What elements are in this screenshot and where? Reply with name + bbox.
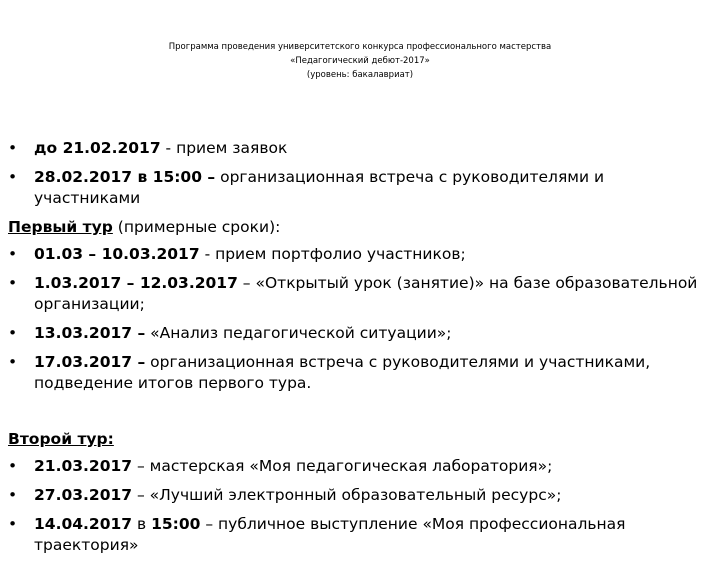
item-text: – «Лучший электронный образовательный ресурс»; (132, 486, 562, 504)
item-text: организационная встреча с руководителями и участниками, подведение итогов первого тура. (34, 353, 651, 392)
item-date: 28.02.2017 в 15:00 – (34, 168, 216, 186)
round-1-note: (примерные сроки): (112, 218, 281, 236)
bullet-icon: • (8, 274, 18, 292)
list-item-workshop (8, 456, 708, 477)
bullet-icon: • (8, 245, 18, 263)
item-time: 15:00 (151, 515, 201, 533)
round-2-heading (8, 429, 708, 450)
item-text: - прием заявок (160, 139, 288, 157)
item-text: «Анализ педагогической ситуации»; (145, 324, 452, 342)
item-date: 14.04.2017 (34, 515, 133, 533)
bullet-icon: • (8, 515, 18, 533)
title-line-1: Программа проведения университетского конкурса профессионального мастерства (168, 42, 552, 52)
bullet-icon: • (8, 457, 18, 475)
list-item-resource (8, 485, 708, 506)
bullet-icon: • (8, 139, 18, 157)
item-date: 21.03.2017 (34, 457, 133, 475)
schedule-body (8, 138, 708, 564)
bullet-icon: • (8, 168, 18, 186)
spacer (8, 402, 708, 429)
bullet-icon: • (8, 486, 18, 504)
item-date: 27.03.2017 (34, 486, 133, 504)
list-item-results (8, 352, 708, 394)
item-date: 01.03 – 10.03.2017 (34, 245, 200, 263)
list-item-analysis (8, 323, 708, 344)
round-2-label: Второй тур: (8, 430, 114, 448)
list-item-applications (8, 138, 708, 159)
item-date: 13.03.2017 – (34, 324, 146, 342)
item-text: - прием портфолио участников; (199, 245, 466, 263)
item-text: – «Открытый урок (занятие)» на базе образовательной организации; (34, 274, 698, 313)
page-title (0, 40, 720, 82)
item-text: – мастерская «Моя педагогическая лаборатория»; (132, 457, 553, 475)
list-item-presentation (8, 514, 708, 556)
round-1-label: Первый тур (8, 218, 113, 236)
item-date: до 21.02.2017 (34, 139, 161, 157)
round-1-heading (8, 217, 708, 238)
bullet-icon: • (8, 353, 18, 371)
bullet-icon: • (8, 324, 18, 342)
title-line-2: «Педагогический дебют-2017» (290, 56, 430, 66)
item-connector: в (132, 515, 152, 533)
item-text: – публичное выступление «Моя профессиональная траектория» (34, 515, 626, 554)
list-item-meeting (8, 167, 708, 209)
title-line-3: (уровень: бакалавриат) (306, 70, 414, 80)
list-item-portfolio (8, 244, 708, 265)
list-item-open-lesson (8, 273, 708, 315)
item-date: 1.03.2017 – 12.03.2017 (34, 274, 238, 292)
item-text: организационная встреча с руководителями и участниками (34, 168, 605, 207)
item-date: 17.03.2017 – (34, 353, 146, 371)
